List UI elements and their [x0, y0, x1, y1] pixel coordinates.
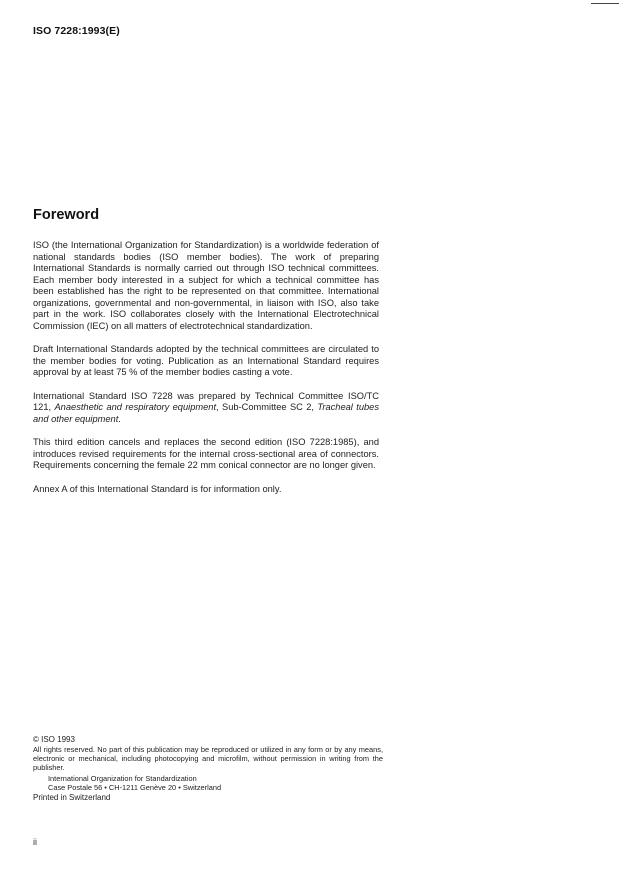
copyright-block — [33, 735, 383, 802]
foreword-paragraph-3 — [33, 391, 379, 426]
foreword-paragraph-5: Annex A of this International Standard is for information only. — [33, 483, 282, 494]
foreword-paragraph-2: Draft International Standards adopted by the technical committees are circulated to the member bodies for voting. Publication as an International Standard requires approval by at least 75 % of the member bodies casting a vote. — [33, 344, 379, 377]
document-id-header: ISO 7228:1993(E) — [33, 25, 120, 37]
foreword-body — [33, 240, 379, 507]
subcommittee-title: Tracheal tubes and other equipment — [33, 402, 379, 424]
committee-title: Anaesthetic and respiratory equipment — [54, 402, 217, 412]
paragraph-3-text-b: , Sub-Committee SC 2, — [216, 402, 318, 412]
foreword-paragraph-1: ISO (the International Organization for Standardization) is a worldwide federation of national standards bodies (ISO member bodies). The work of preparing International Standards is normally carried out through ISO technical committees. Each member body interested in a subject for which a technical committee has been established has the right to be represented on that committee. International organizations, governmental and non-governmental, in liaison with ISO, also take part in the work. ISO collaborates closely with the International Electrotechnical Commission (IEC) on all matters of electrotechnical standardization. — [33, 240, 379, 331]
publisher-postal-address: Case Postale 56 • CH-1211 Genève 20 • Switzerland — [48, 783, 222, 793]
publisher-address — [48, 774, 383, 792]
paragraph-3-text-c: . — [118, 413, 121, 424]
copyright-notice: © ISO 1993 — [33, 735, 75, 744]
publisher-name: International Organization for Standardization — [48, 774, 197, 784]
paragraph-3-text-a: International Standard ISO 7228 was prepared by Technical Committee ISO/TC 121, — [33, 390, 379, 412]
page-number: ii — [33, 837, 37, 847]
foreword-paragraph-4: This third edition cancels and replaces the second edition (ISO 7228:1985), and introduces revised requirements for the internal cross-sectional area of connectors. Requirements concerning the female 22 mm conical connector are no longer given. — [33, 437, 379, 470]
foreword-title: Foreword — [33, 207, 100, 223]
rights-reserved-text: All rights reserved. No part of this publication may be reproduced or utilized in any form or by any means, electronic or mechanical, including photocopying and microfilm, without permission in writing from the publisher. — [33, 745, 383, 773]
corner-rule — [591, 3, 619, 4]
printed-in-notice: Printed in Switzerland — [33, 793, 111, 803]
